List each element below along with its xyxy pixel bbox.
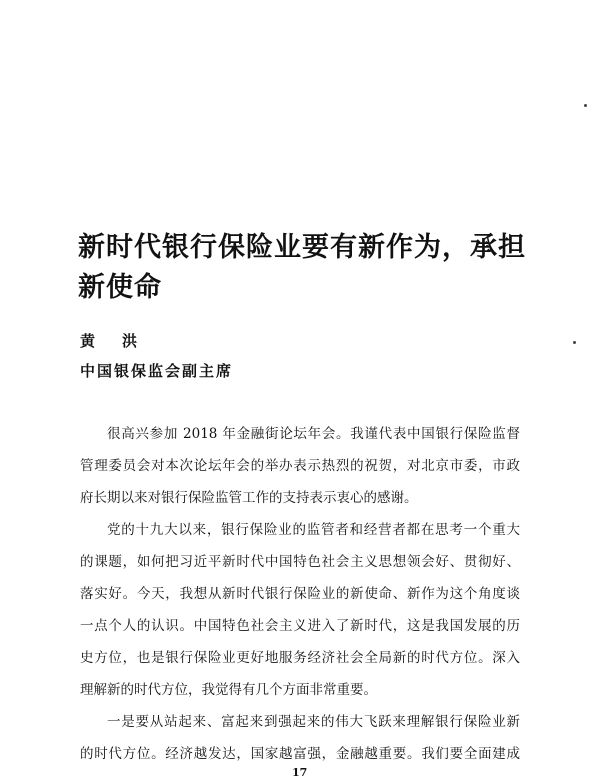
body-line: 管理委员会对本次论坛年会的举办表示热烈的祝贺，对北京市委，市政 <box>80 458 520 474</box>
author-affiliation: 中国银保监会副主席 <box>80 362 234 380</box>
article-body <box>80 418 520 770</box>
body-line: 落实好。今天，我想从新时代银行保险业的新使命、新作为这个角度谈 <box>80 586 520 602</box>
body-line: 史方位，也是银行保险业更好地服务经济社会全局新的时代方位。深入 <box>80 650 520 666</box>
body-line: 一是要从站起来、富起来到强起来的伟大飞跃来理解银行保险业新 <box>107 714 520 730</box>
page-number: 17 <box>292 766 308 779</box>
body-line: 一点个人的认识。中国特色社会主义进入了新时代，这是我国发展的历 <box>80 618 520 634</box>
body-line: 理解新的时代方位，我觉得有几个方面非常重要。 <box>80 682 377 698</box>
article-title: 新时代银行保险业要有新作为，承担新使命 <box>78 232 526 303</box>
body-line: 的时代方位。经济越发达，国家越富强，金融越重要。我们要全面建成 <box>80 746 520 762</box>
body-line: 党的十九大以来，银行保险业的监管者和经营者都在思考一个重大 <box>107 522 520 538</box>
body-line: 的课题，如何把习近平新时代中国特色社会主义思想领会好、贯彻好、 <box>80 554 520 570</box>
body-line: 府长期以来对银行保险监管工作的支持表示衷心的感谢。 <box>80 490 418 506</box>
scan-speck <box>584 104 587 107</box>
body-line: 很高兴参加 2018 年金融街论坛年会。我谨代表中国银行保险监督 <box>107 426 520 442</box>
scan-speck <box>573 341 576 344</box>
author-name: 黄 洪 <box>80 332 144 350</box>
